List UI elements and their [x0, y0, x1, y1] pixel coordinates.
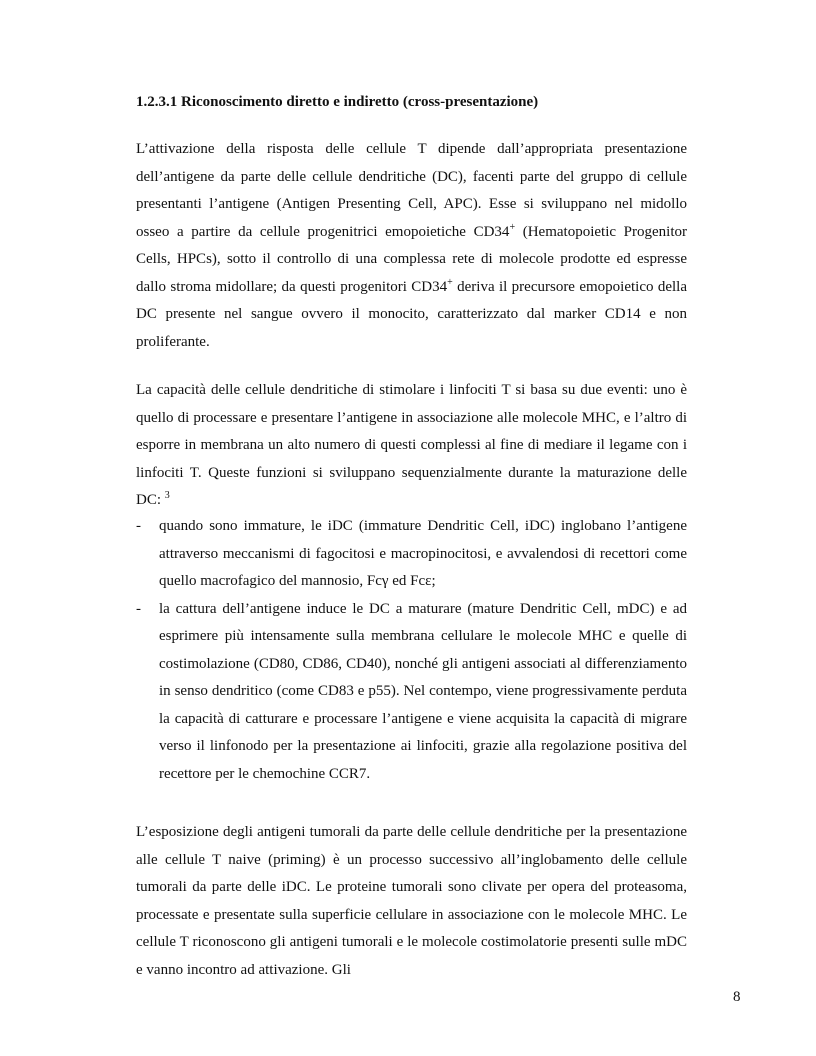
list-item-text: la cattura dell’antigene induce le DC a maturare (mature Dendritic Cell, mDC) e ad esprimere più intensamente sulla membrana cellulare le molecole MHC e quelle di costimolazione (CD80, CD86, CD40), nonché gli antigeni associati al differenziamento in senso dendritico (come CD83 e p55). Nel contempo, viene progressivamente perduta la capacità di catturare e processare l’antigene e viene acquisita la capacità di migrare verso il linfonodo per la presentazione ai linfociti, grazie alla regolazione positiva del recettore per le chemochine CCR7. — [159, 600, 687, 782]
superscript-plus: + — [447, 276, 453, 288]
paragraph-text: deriva il precursore emopoietico della DC presente nel sangue ovvero il monocito, caratterizzato dal marker CD14 e non proliferante. — [136, 278, 687, 350]
paragraph-dc-capacity — [136, 377, 687, 515]
list-bullet-marker: - — [136, 518, 141, 534]
page-number: 8 — [733, 989, 741, 1005]
bullet-list — [136, 513, 687, 788]
paragraph-text: La capacità delle cellule dendritiche di stimolare i linfociti T si basa su due eventi: uno è quello di processare e presentare l’antigene in associazione alle molecole MHC, e l’altro di esporre in membrana un alto numero di questi complessi al fine di mediare il legame con i linfociti T. Queste funzioni si sviluppano sequenzialmente durante la maturazione delle DC: — [136, 382, 687, 508]
paragraph-text: (Hematopoietic Progenitor Cells, HPCs), sotto il controllo di una complessa rete di molecole prodotte ed espresse dallo stroma midollare; da questi progenitori CD34 — [136, 223, 687, 295]
paragraph-text: L’attivazione della risposta delle cellule T dipende dall’appropriata presentazione dell’antigene da parte delle cellule dendritiche (DC), facenti parte del gruppo di cellule presentanti l’antigene (Antigen Presenting Cell, APC). Esse si sviluppano nel midollo osseo a partire da cellule progenitrici emopoietiche CD34 — [136, 141, 687, 240]
footnote-reference: 3 — [164, 490, 170, 501]
paragraph-dc-activation — [136, 136, 687, 356]
section-heading: 1.2.3.1 Riconoscimento diretto e indiretto (cross-presentazione) — [136, 94, 539, 110]
list-item — [136, 596, 687, 789]
superscript-plus: + — [509, 221, 516, 233]
list-item-text: quando sono immature, le iDC (immature Dendritic Cell, iDC) inglobano l’antigene attraverso meccanismi di fagocitosi e macropinocitosi, e avvalendosi di recettori come quello macrofagico del mannosio, Fcγ ed Fcε; — [159, 518, 687, 589]
list-bullet-marker: - — [136, 600, 141, 617]
list-item — [136, 513, 687, 596]
paragraph-antigen-exposure: L’esposizione degli antigeni tumorali da parte delle cellule dendritiche per la presentazione alle cellule T naive (priming) è un processo successivo all’inglobamento delle cellule tumorali da parte delle iDC. Le proteine tumorali sono clivate per opera del proteasoma, processate e presentate sulla superficie cellulare in associazione con le molecole MHC. Le cellule T riconoscono gli antigeni tumorali e le molecole costimolatorie presenti sulle mDC e vanno incontro ad attivazione. Gli — [136, 824, 687, 978]
